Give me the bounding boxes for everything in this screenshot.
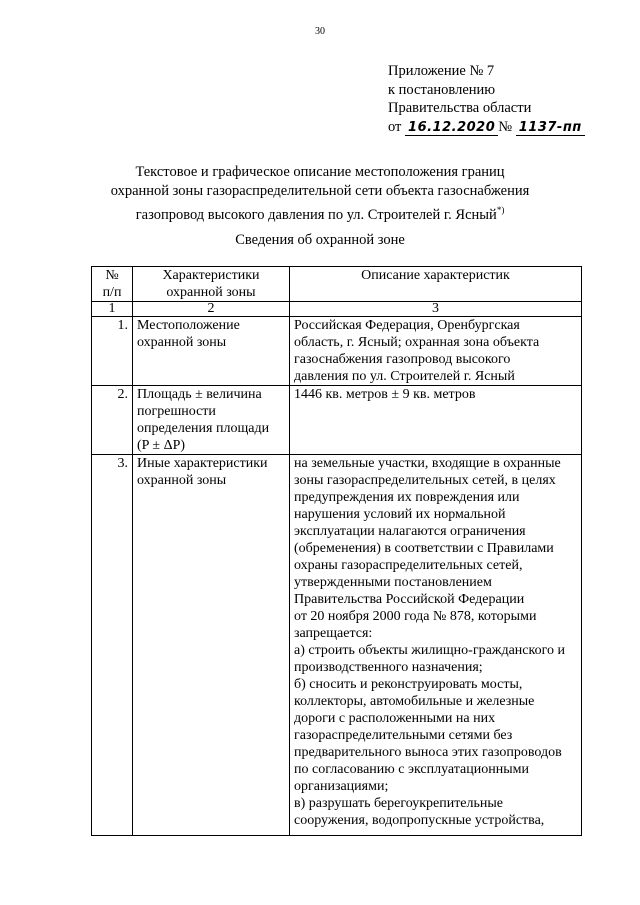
table-index-row <box>92 302 582 317</box>
appendix-line-2: к постановлению <box>388 81 496 98</box>
table-row <box>92 386 582 455</box>
handwritten-date: 16.12.2020 <box>405 120 498 136</box>
row-characteristic: Площадь ± величина погрешности определения площади (P ± ΔP) <box>133 386 290 455</box>
index-col-3: 3 <box>290 302 582 317</box>
document-title <box>60 163 580 225</box>
header-characteristic: Характеристики охранной зоны <box>133 267 290 302</box>
table-row <box>92 455 582 836</box>
appendix-line-1: Приложение № 7 <box>388 63 495 79</box>
row-description: Российская Федерация, Оренбургская область, г. Ясный; охранная зона объекта газоснабжения газопровод высокого давления по ул. Строителей г. Ясный <box>290 317 582 386</box>
index-col-2: 2 <box>133 302 290 317</box>
footnote-mark: *) <box>496 205 505 215</box>
row-number: 1. <box>92 317 133 386</box>
row-number: 2. <box>92 386 133 455</box>
appendix-block <box>388 62 585 136</box>
table-row <box>92 317 582 386</box>
row-description: на земельные участки, входящие в охранные зоны газораспределительных сетей, в целях предупреждения их повреждения или нарушения условий их нормальной эксплуатации налагаются ограничения (обременения) в соответствии с Правилами охраны газораспределительных сетей, утвержденными постановлением Правительства Российской Федерации от 20 ноября 2000 года № 878, которыми запрещается: а) строить объекты жилищно-гражданского и производственного назначения; б) сносить и реконструировать мосты, коллекторы, автомобильные и железные дороги с расположенными на них газораспределительными сетями без предварительного выноса этих газопроводов по согласованию с эксплуатационными организациями; в) разрушать берегоукрепительные сооружения, водопропускные устройства, <box>290 455 582 836</box>
appendix-date-line <box>388 118 585 137</box>
row-description: 1446 кв. метров ± 9 кв. метров <box>290 386 582 455</box>
index-col-1: 1 <box>92 302 133 317</box>
page-number: 30 <box>315 26 325 37</box>
row-characteristic: Иные характеристики охранной зоны <box>133 455 290 836</box>
row-number: 3. <box>92 455 133 836</box>
table-header-row <box>92 267 582 302</box>
title-line-1: Текстовое и графическое описание местоположения границ <box>135 164 505 180</box>
appendix-line-3: Правительства области <box>388 100 532 116</box>
number-sign: № <box>498 118 513 135</box>
row-characteristic: Местоположение охранной зоны <box>133 317 290 386</box>
handwritten-number: 1137-пп <box>516 120 585 136</box>
title-line-3-wrap <box>60 201 580 225</box>
from-label: от <box>388 118 402 135</box>
header-number: № п/п <box>92 267 133 302</box>
title-line-3: газопровод высокого давления по ул. Строителей г. Ясный <box>135 206 497 223</box>
section-title: Сведения об охранной зоне <box>235 232 405 248</box>
title-line-2: охранной зоны газораспределительной сети объекта газоснабжения <box>110 183 530 199</box>
header-description: Описание характеристик <box>290 267 582 302</box>
protection-zone-table <box>91 266 582 836</box>
